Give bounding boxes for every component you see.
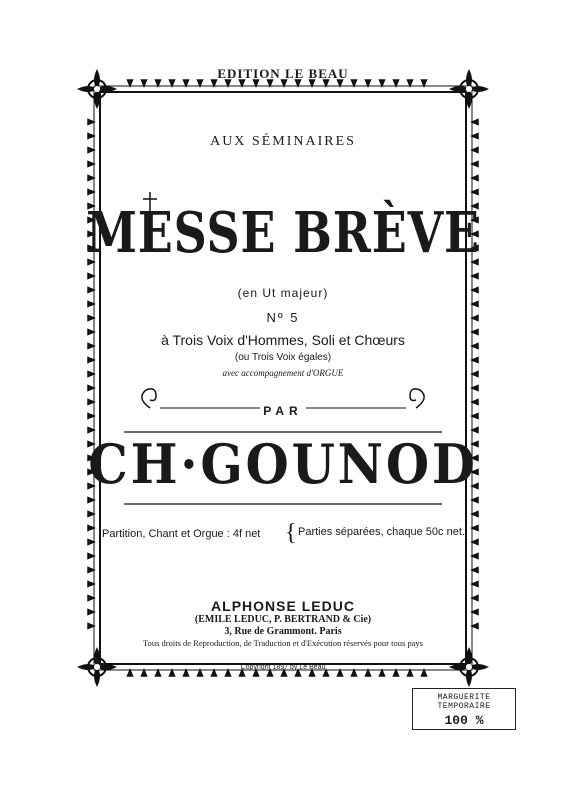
border-tick bbox=[88, 274, 94, 279]
border-tick bbox=[472, 512, 478, 517]
border-tick bbox=[88, 568, 94, 573]
border-tick bbox=[472, 540, 478, 545]
voices-description: à Trois Voix d'Hommes, Soli et Chœurs bbox=[161, 332, 405, 348]
border-tick bbox=[88, 554, 94, 559]
border-tick bbox=[88, 302, 94, 307]
brace-symbol: { bbox=[285, 520, 297, 546]
edition-label: EDITION LE BEAU bbox=[217, 66, 349, 81]
copyright-notice: Copyright 1897 by Le Beau bbox=[240, 664, 326, 671]
border-tick bbox=[472, 386, 478, 391]
publisher-name: ALPHONSE LEDUC bbox=[211, 598, 355, 614]
opus-number: Nº 5 bbox=[266, 310, 300, 325]
score-price: Partition, Chant et Orgue : 4f net bbox=[102, 528, 261, 540]
border-tick bbox=[472, 190, 478, 195]
dedication: AUX SÉMINAIRES bbox=[210, 134, 356, 149]
parts-price: Parties séparées, chaque 50c net. bbox=[298, 526, 465, 538]
border-tick bbox=[472, 176, 478, 181]
border-tick bbox=[88, 190, 94, 195]
voices-alternative: (ou Trois Voix égales) bbox=[234, 352, 332, 363]
key-label: (en Ut majeur) bbox=[237, 286, 329, 300]
publisher-associates: (EMILE LEDUC, P. BERTRAND & Cie) bbox=[194, 614, 372, 625]
accompaniment-note: avec accompagnement d'ORGUE bbox=[222, 368, 344, 378]
border-tick bbox=[472, 526, 478, 531]
border-tick bbox=[472, 162, 478, 167]
by-label: PAR bbox=[263, 404, 303, 418]
stamp-text: MARGUERITE TEMPORAIRE bbox=[437, 693, 491, 711]
border-tick bbox=[88, 582, 94, 587]
publisher-address: 3, Rue de Grammont. Paris bbox=[224, 626, 342, 637]
rights-notice: Tous droits de Reproduction, de Traduction et d'Exécution réservés pour tous pays bbox=[143, 638, 423, 648]
border-tick bbox=[88, 512, 94, 517]
stamp-percentage: 100 % bbox=[444, 713, 484, 728]
border-tick bbox=[472, 274, 478, 279]
border-tick bbox=[88, 120, 94, 125]
border-tick bbox=[88, 540, 94, 545]
border-tick bbox=[88, 526, 94, 531]
border-tick bbox=[88, 162, 94, 167]
border-tick bbox=[472, 582, 478, 587]
border-tick bbox=[472, 498, 478, 503]
border-tick bbox=[472, 554, 478, 559]
border-tick bbox=[88, 498, 94, 503]
library-stamp bbox=[412, 688, 516, 730]
border-tick bbox=[88, 386, 94, 391]
border-tick bbox=[88, 176, 94, 181]
border-tick bbox=[472, 568, 478, 573]
composer-name: CH·GOUNOD bbox=[88, 432, 478, 496]
border-tick bbox=[472, 302, 478, 307]
border-tick bbox=[472, 120, 478, 125]
page-title: MESSE BRÈVE bbox=[86, 200, 480, 266]
